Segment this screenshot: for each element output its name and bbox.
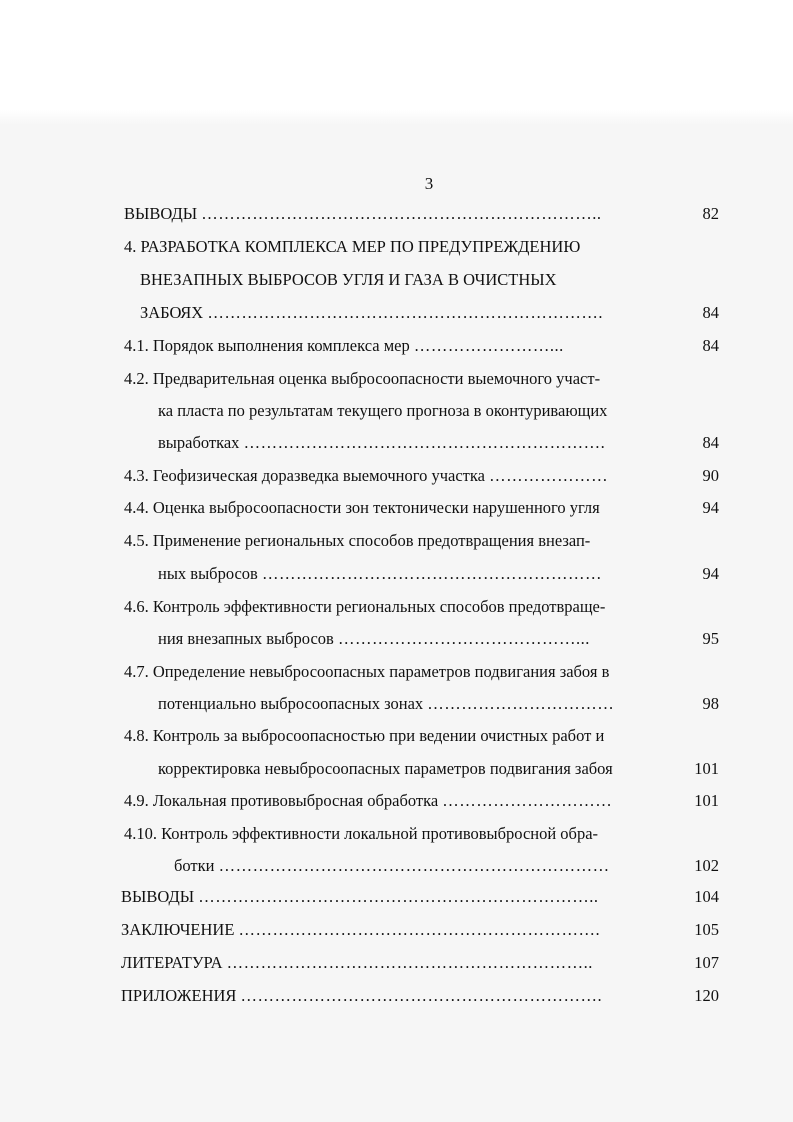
- toc-entry-title: выработках: [158, 433, 240, 452]
- toc-entry-title: ВЫВОДЫ: [124, 204, 198, 223]
- toc-entry-title: 4.7. Определение невыбросоопасных параметров подвигания забоя в: [124, 662, 610, 681]
- toc-dot-leader: ……………………………………………………………: [218, 856, 610, 875]
- toc-entry-conclusions-ch4: [121, 886, 672, 908]
- toc-entry-page: 101: [694, 759, 719, 778]
- toc-entry-4-10-line2: [174, 855, 672, 877]
- toc-entry-page: 107: [694, 953, 719, 972]
- toc-dot-leader: ……………………………………………………….: [243, 433, 606, 452]
- toc-entry-title: корректировка невыбросоопасных параметров подвигания забоя: [158, 759, 613, 778]
- toc-entry-appendices: [121, 985, 672, 1007]
- toc-entry-final-conclusion: [121, 919, 672, 941]
- toc-entry-chapter4-line2: [140, 269, 700, 291]
- toc-entry-4-2-line3: [158, 432, 672, 454]
- toc-entry-title: ЛИТЕРАТУРА: [121, 953, 223, 972]
- toc-dot-leader: …………………………………………………………….: [207, 303, 603, 322]
- toc-entry-page: 120: [694, 986, 719, 1005]
- toc-entry-title: ВНЕЗАПНЫХ ВЫБРОСОВ УГЛЯ И ГАЗА В ОЧИСТНЫХ: [140, 270, 557, 289]
- toc-entry-title: ЗАКЛЮЧЕНИЕ: [121, 920, 235, 939]
- toc-entry-title: ЗАБОЯХ: [140, 303, 204, 322]
- toc-entry-page: 84: [702, 336, 719, 355]
- toc-dot-leader: ……………………………………...: [337, 629, 590, 648]
- toc-entry-4-3: [124, 465, 672, 487]
- toc-entry-4-6-line2: [158, 628, 672, 650]
- toc-entry-page: 82: [702, 204, 719, 223]
- toc-entry-4-4: [124, 497, 672, 519]
- toc-entry-title: ка пласта по результатам текущего прогноза в оконтуривающих: [158, 401, 608, 420]
- toc-entry-title: 4.4. Оценка выбросоопасности зон тектонически нарушенного угля: [124, 498, 600, 517]
- toc-entry-page: 101: [694, 791, 719, 810]
- toc-entry-chapter4-line1: [124, 236, 704, 258]
- toc-entry-conclusions-ch3: [124, 203, 672, 225]
- toc-entry-references: [121, 952, 672, 974]
- toc-dot-leader: ……………………………: [427, 694, 615, 713]
- toc-entry-page: 102: [694, 856, 719, 875]
- toc-entry-4-8-line2: [158, 758, 672, 780]
- toc-entry-title: 4.2. Предварительная оценка выбросоопасности выемочного участ-: [124, 369, 601, 388]
- toc-entry-4-9: [124, 790, 672, 812]
- toc-entry-4-2-line1: [124, 368, 704, 390]
- toc-entry-page: 95: [702, 629, 719, 648]
- toc-entry-4-8-line1: [124, 725, 704, 747]
- toc-dot-leader: ……………………………………………………: [261, 564, 602, 583]
- toc-entry-4-6-line1: [124, 596, 704, 618]
- toc-entry-title: 4.10. Контроль эффективности локальной противовыбросной обра-: [124, 824, 599, 843]
- toc-dot-leader: ……………………………………………………………..: [201, 204, 602, 223]
- toc-entry-title: 4.8. Контроль за выбросоопасностью при ведении очистных работ и: [124, 726, 605, 745]
- toc-entry-4-5-line2: [158, 563, 672, 585]
- toc-entry-title: 4.1. Порядок выполнения комплекса мер: [124, 336, 410, 355]
- toc-dot-leader: ……………………………………………………….: [240, 986, 603, 1005]
- toc-entry-4-1: [124, 335, 672, 357]
- toc-entry-page: 90: [702, 466, 719, 485]
- toc-entry-4-5-line1: [124, 530, 704, 552]
- toc-entry-4-7-line1: [124, 661, 704, 683]
- toc-entry-page: 98: [702, 694, 719, 713]
- toc-entry-title: 4.3. Геофизическая доразведка выемочного участка: [124, 466, 485, 485]
- toc-dot-leader: …………………: [489, 466, 609, 485]
- toc-dot-leader: ……………………………………………………………..: [198, 887, 599, 906]
- toc-entry-4-10-line1: [124, 823, 704, 845]
- toc-entry-title: 4. РАЗРАБОТКА КОМПЛЕКСА МЕР ПО ПРЕДУПРЕЖДЕНИЮ: [124, 237, 581, 256]
- toc-entry-chapter4-line3: [140, 302, 672, 324]
- toc-entry-page: 84: [702, 433, 719, 452]
- toc-entry-page: 94: [702, 564, 719, 583]
- toc-dot-leader: ………………………………………………………..: [226, 953, 593, 972]
- toc-dot-leader: ……………………………………………………….: [238, 920, 601, 939]
- toc-entry-4-7-line2: [158, 693, 672, 715]
- page-number: 3: [424, 174, 434, 193]
- toc-entry-title: ВЫВОДЫ: [121, 887, 195, 906]
- toc-entry-title: ния внезапных выбросов: [158, 629, 334, 648]
- toc-entry-page: 94: [702, 498, 719, 517]
- toc-entry-page: 84: [702, 303, 719, 322]
- toc-entry-title: 4.9. Локальная противовыбросная обработка: [124, 791, 439, 810]
- toc-entry-title: ПРИЛОЖЕНИЯ: [121, 986, 237, 1005]
- toc-entry-page: 104: [694, 887, 719, 906]
- toc-entry-title: потенциально выбросоопасных зонах: [158, 694, 424, 713]
- toc-entry-title: ных выбросов: [158, 564, 258, 583]
- toc-dot-leader: ……………………...: [413, 336, 564, 355]
- toc-entry-title: 4.6. Контроль эффективности региональных способов предотвраще-: [124, 597, 606, 616]
- toc-entry-title: 4.5. Применение региональных способов предотвращения внезап-: [124, 531, 591, 550]
- toc-entry-4-2-line2: [158, 400, 698, 422]
- toc-entry-page: 105: [694, 920, 719, 939]
- toc-entry-title: ботки: [174, 856, 215, 875]
- toc-dot-leader: …………………………: [442, 791, 613, 810]
